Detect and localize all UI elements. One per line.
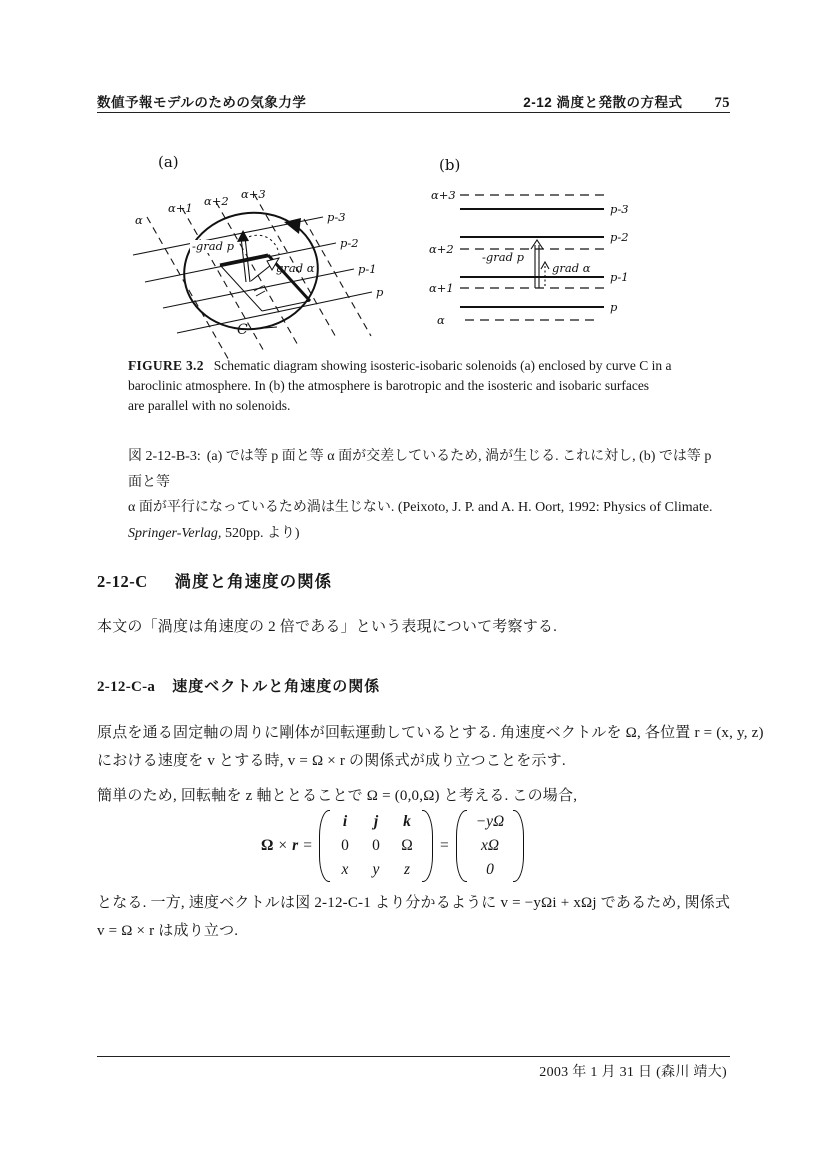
equation-lhs (261, 837, 312, 855)
vector-cell: 0 (486, 861, 494, 878)
header-page-number: 75 (714, 95, 730, 111)
vector-cell: xΩ (480, 837, 500, 854)
page-footer (97, 1061, 727, 1081)
paragraph-conclusion (97, 890, 730, 945)
vector-cell: −yΩ (475, 813, 505, 830)
figure-caption-english (128, 356, 716, 416)
matrix-cell: z (403, 861, 410, 878)
footer-rule (97, 1056, 730, 1057)
caption-en-line3: are parallel with no solenoids. (128, 398, 291, 413)
grad-p-label-b: -grad p (482, 250, 524, 264)
diagram-a-baroclinic-solenoids (120, 145, 420, 360)
right-label-p3: p-3 (610, 202, 629, 216)
equals-symbol: = (303, 837, 312, 854)
isobar-label-p: p (376, 285, 384, 299)
right-paren-1 (422, 810, 433, 882)
header-right (523, 91, 730, 112)
result-vector (472, 810, 509, 882)
grad-p-label: -grad p (192, 239, 234, 253)
matrix-cell: y (372, 861, 380, 878)
grad-alpha-arrow-b (541, 262, 549, 286)
paragraph-setup (97, 720, 764, 775)
footer-date-author: 2003 年 1 月 31 日 (森川 靖大) (539, 1065, 727, 1080)
left-label-a1: α+1 (429, 281, 454, 295)
left-label-a3: α+3 (431, 188, 456, 202)
diagram-b-barotropic-surfaces (420, 145, 660, 345)
right-label-p1: p-1 (610, 270, 629, 284)
omega-symbol: Ω (261, 837, 274, 854)
matrix-cell: Ω (401, 837, 413, 854)
r-symbol: r (292, 837, 299, 854)
figure-number-ja: 図 2-12-B-3: (128, 449, 201, 464)
paragraph-setup-line2: における速度を v とする時, v = Ω × r の関係式が成り立つことを示す. (97, 752, 566, 769)
section-title: 渦度と角速度の関係 (174, 573, 333, 591)
panel-b-label: (b) (439, 156, 461, 174)
mid-equals-symbol: = (439, 837, 449, 854)
caption-reference-italic: Springer-Verlag, (128, 525, 222, 541)
grad-p-arrow-b (531, 240, 543, 288)
isostere-label-a: α (135, 213, 143, 227)
subsection-title: 速度ベクトルと角速度の関係 (172, 678, 381, 695)
left-paren-2 (456, 810, 467, 882)
caption-ja-line3: Springer-Verlag, 520pp. より) (128, 525, 300, 541)
header-book-title: 数値予報モデルのための気象力学 (97, 95, 307, 110)
grad-alpha-label: grad α (276, 261, 315, 275)
left-label-a: α (437, 313, 445, 327)
paragraph-simplify: 簡単のため, 回転軸を z 軸ととることで Ω = (0,0,Ω) と考える. この場合, (97, 788, 578, 804)
header-rule (97, 112, 730, 113)
paragraph-setup-line1: 原点を通る固定軸の周りに剛体が回転運動しているとする. 角速度ベクトルを Ω, 各位置 r = (x, y, z) (97, 725, 764, 741)
determinant-matrix (335, 810, 417, 882)
isobar-label-p1: p-1 (358, 262, 377, 276)
left-paren-1 (319, 810, 330, 882)
header-section-title: 2-12 渦度と発散の方程式 (523, 95, 683, 110)
isobar-label-p2: p-2 (340, 236, 359, 250)
matrix-cell: 0 (341, 837, 349, 854)
figure-number-en: FIGURE 3.2 (128, 358, 204, 373)
matrix-cell: j (373, 813, 379, 830)
isostere-label-a3: α+3 (241, 187, 266, 201)
isobar-label-p3: p-3 (327, 210, 346, 224)
isostere-label-a1: α+1 (168, 201, 193, 215)
left-label-a2: α+2 (429, 242, 454, 256)
times-symbol: × (278, 837, 288, 854)
caption-ja-line2: α 面が平行になっているため渦は生じない. (Peixoto, J. P. and A. H. Oort, 1992: Physics of Climate. (128, 500, 713, 515)
curve-C-label: C (237, 322, 248, 338)
isostere-label-a2: α+2 (204, 194, 229, 208)
angle-arc (244, 235, 279, 254)
matrix-cell: 0 (372, 837, 380, 854)
paragraph-intro: 本文の「渦度は角速度の 2 倍である」という表現について考察する. (97, 619, 558, 635)
subsection-number: 2-12-C-a (97, 679, 156, 695)
right-label-p2: p-2 (610, 230, 629, 244)
matrix-cell: x (341, 861, 349, 878)
matrix-cell: k (403, 813, 411, 830)
right-label-p: p (610, 300, 618, 314)
page-header (97, 91, 730, 112)
paragraph-conclusion-line1: となる. 一方, 速度ベクトルは図 2-12-C-1 より分かるように v = −yΩi + xΩj であるため, 関係式 (97, 895, 731, 911)
caption-ja-line1: 図 2-12-B-3: (a) では等 p 面と等 α 面が交差しているため, 渦が生じる. これに対し, (b) では等 p 面と等 (128, 449, 712, 490)
matrix-cell: i (342, 813, 348, 830)
grad-alpha-label-b: grad α (552, 261, 591, 275)
caption-en-line1: FIGURE 3.2 Schematic diagram showing isosteric-isobaric solenoids (a) enclosed by curve C in a (128, 358, 672, 373)
panel-a-label: (a) (158, 153, 179, 171)
section-heading (97, 568, 332, 592)
cross-product-equation (261, 810, 524, 882)
paragraph-conclusion-line2: v = Ω × r は成り立つ. (97, 922, 239, 939)
section-number: 2-12-C (97, 572, 148, 591)
caption-en-line2: baroclinic atmosphere. In (b) the atmosphere is barotropic and the isosteric and isobaric surfaces (128, 378, 650, 393)
figure-caption-japanese (128, 444, 720, 546)
right-paren-2 (513, 810, 524, 882)
subsection-heading (97, 675, 380, 696)
